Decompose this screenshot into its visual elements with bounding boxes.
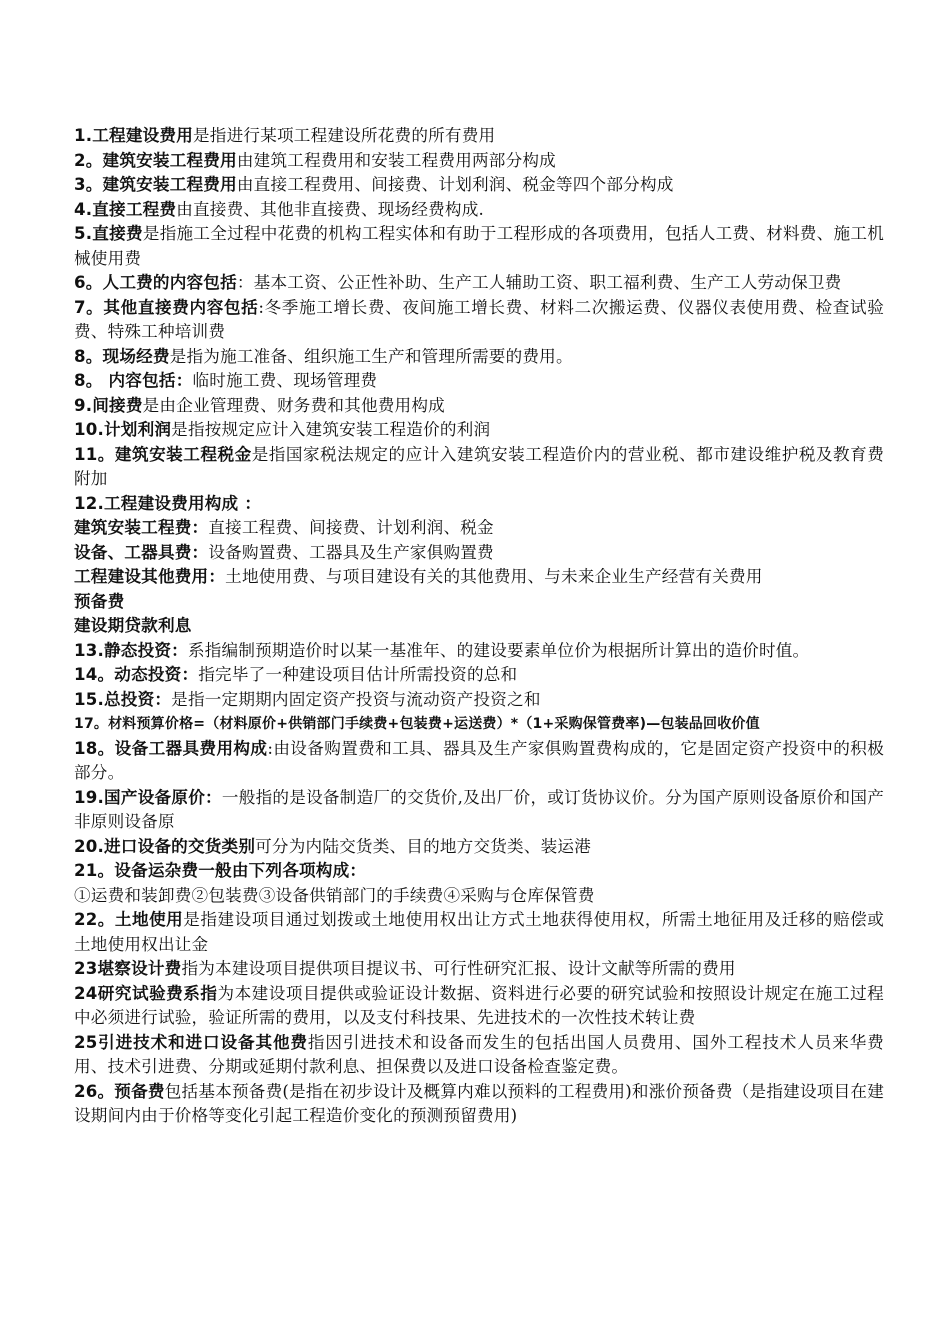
- item-term: 8。现场经费: [74, 346, 170, 366]
- definition-item: [74, 124, 884, 149]
- definition-item: [74, 222, 884, 271]
- item-term: 23堪察设计费: [74, 959, 182, 978]
- item-term: 26。预备费: [74, 1081, 165, 1101]
- item-text: 指完毕了一种建设项目估计所需投资的总和: [198, 665, 518, 684]
- item-text: 由直接费、其他非直接费、现场经费构成.: [176, 199, 484, 219]
- item-term: 10.计划利润: [74, 420, 172, 439]
- item-text: 是由企业管理费、财务费和其他费用构成: [142, 395, 445, 415]
- item-text: 包括基本预备费(是指在初步设计及概算内难以预料的工程费用)和涨价预备费（是指建设项目在建设期间内由于价格等变化引起工程造价变化的预测预留费用): [74, 1081, 884, 1125]
- definition-item: [74, 418, 884, 443]
- definition-item: [74, 541, 884, 566]
- item-term: 5.直接费: [74, 224, 143, 243]
- item-text: 临时施工费、现场管理费: [192, 371, 378, 390]
- definition-item: [74, 663, 884, 688]
- item-term: 21。设备运杂费一般由下列各项构成：: [74, 861, 367, 880]
- definition-item: [74, 1031, 884, 1080]
- item-text: 系指编制预期造价时以某一基准年、的建设要素单位价为根据所计算出的造价时值。: [187, 640, 810, 660]
- item-term: 8。 内容包括：: [74, 371, 193, 390]
- definition-item: [74, 394, 884, 419]
- item-term: 18。设备工器具费用构成: [74, 738, 268, 758]
- item-text: 是指建设项目通过划拨或土地使用权出让方式土地获得使用权，所需土地征用及迁移的赔偿或土地使用权出让金: [74, 910, 884, 954]
- definition-item: [74, 492, 884, 517]
- item-text: 为本建设项目提供或验证设计数据、资料进行必要的研究试验和按照设计规定在施工过程中必须进行试验，验证所需的费用，以及支付科技果、先进技术的一次性技术转让费: [74, 983, 884, 1027]
- definition-item: [74, 345, 884, 370]
- document-body: [74, 124, 884, 1129]
- item-term: 4.直接工程费: [74, 199, 177, 219]
- item-term: 预备费: [74, 591, 125, 611]
- item-text: :由设备购置费和工具、器具及生产家俱购置费构成的，它是固定资产投资中的积极部分。: [74, 738, 884, 782]
- definition-item: [74, 688, 884, 713]
- item-term: 6。人工费的内容包括: [74, 273, 237, 292]
- definition-item: [74, 712, 884, 737]
- item-term: 建筑安装工程费：: [74, 518, 209, 537]
- definition-item: [74, 565, 884, 590]
- item-text: 是指一定期期内固定资产投资与流动资产投资之和: [171, 689, 541, 709]
- definition-item: [74, 908, 884, 957]
- item-term: 7。其他直接费内容包括: [74, 297, 259, 317]
- item-text: 直接工程费、间接费、计划利润、税金: [208, 518, 494, 537]
- definition-item: [74, 590, 884, 615]
- definition-item: [74, 516, 884, 541]
- definition-item: [74, 614, 884, 639]
- item-text: :冬季施工增长费、夜间施工增长费、材料二次搬运费、仪器仪表使用费、检查试验费、特殊工种培训费: [74, 297, 884, 341]
- definition-item: [74, 859, 884, 884]
- item-text: 由直接工程费用、间接费、计划利润、税金等四个部分构成: [236, 175, 674, 194]
- item-term: 20.进口设备的交货类别: [74, 836, 256, 856]
- definition-item: [74, 786, 884, 835]
- definition-item: [74, 1080, 884, 1129]
- item-text: 是指施工全过程中花费的机构工程实体和有助于工程形成的各项费用，包括人工费、材料费、施工机械使用费: [74, 224, 884, 268]
- item-text: 土地使用费、与项目建设有关的其他费用、与未来企业生产经营有关费用: [225, 567, 763, 586]
- item-term: 1.工程建设费用: [74, 126, 194, 145]
- item-text: 一般指的是设备制造厂的交货价,及出厂价，或订货协议价。分为国产原则设备原价和国产非原则设备原: [74, 787, 884, 831]
- item-term: 17。材料预算价格=（材料原价+供销部门手续费+包装费+运送费）*（1+采购保管费率)—包装品回收价值: [74, 716, 760, 732]
- item-term: 19.国产设备原价：: [74, 787, 222, 807]
- item-term: 2。建筑安装工程费用: [74, 150, 237, 170]
- definition-item: [74, 737, 884, 786]
- definition-item: [74, 884, 884, 909]
- item-text: 指因引进技术和设备而发生的包括出国人员费用、国外工程技术人员来华费用、技术引进费、分期或延期付款利息、担保费以及进口设备检查鉴定费。: [74, 1032, 884, 1076]
- item-term: 25引进技术和进口设备其他费: [74, 1032, 308, 1052]
- item-term: 22。土地使用: [74, 910, 184, 929]
- item-text: 设备购置费、工器具及生产家俱购置费: [208, 542, 494, 562]
- definition-item: [74, 271, 884, 296]
- definition-item: [74, 149, 884, 174]
- item-text: 指为本建设项目提供项目提议书、可行性研究汇报、设计文献等所需的费用: [181, 959, 736, 978]
- item-term: 24研究试验费系指: [74, 983, 218, 1003]
- item-text: ①运费和装卸费②包装费③设备供销部门的手续费④采购与仓库保管费: [74, 885, 595, 905]
- item-term: 15.总投资：: [74, 689, 172, 709]
- item-term: 13.静态投资：: [74, 640, 188, 660]
- definition-item: [74, 173, 884, 198]
- definition-item: [74, 198, 884, 223]
- item-term: 9.间接费: [74, 395, 143, 415]
- item-term: 14。动态投资：: [74, 665, 199, 684]
- item-text: 是指进行某项工程建设所花费的所有费用: [193, 126, 496, 145]
- definition-item: [74, 957, 884, 982]
- item-term: 工程建设其他费用：: [74, 567, 226, 586]
- item-term: 11。建筑安装工程税金: [74, 444, 252, 464]
- item-text: 可分为内陆交货类、目的地方交货类、装运港: [255, 836, 592, 856]
- definition-item: [74, 443, 884, 492]
- item-term: 3。建筑安装工程费用: [74, 175, 237, 194]
- item-text: 是指为施工准备、组织施工生产和管理所需要的费用。: [169, 346, 573, 366]
- item-text: 是指国家税法规定的应计入建筑安装工程造价内的营业税、都市建设维护税及教育费附加: [74, 444, 884, 488]
- item-text: 是指按规定应计入建筑安装工程造价的利润: [171, 420, 491, 439]
- definition-item: [74, 369, 884, 394]
- definition-item: [74, 835, 884, 860]
- definition-item: [74, 982, 884, 1031]
- item-text: 由建筑工程费用和安装工程费用两部分构成: [236, 150, 556, 170]
- item-term: 12.工程建设费用构成 ：: [74, 493, 262, 513]
- definition-item: [74, 296, 884, 345]
- item-term: 建设期贷款利息: [74, 616, 192, 635]
- item-term: 设备、工器具费：: [74, 542, 209, 562]
- definition-item: [74, 639, 884, 664]
- item-text: ：基本工资、公正性补助、生产工人辅助工资、职工福利费、生产工人劳动保卫费: [236, 273, 842, 292]
